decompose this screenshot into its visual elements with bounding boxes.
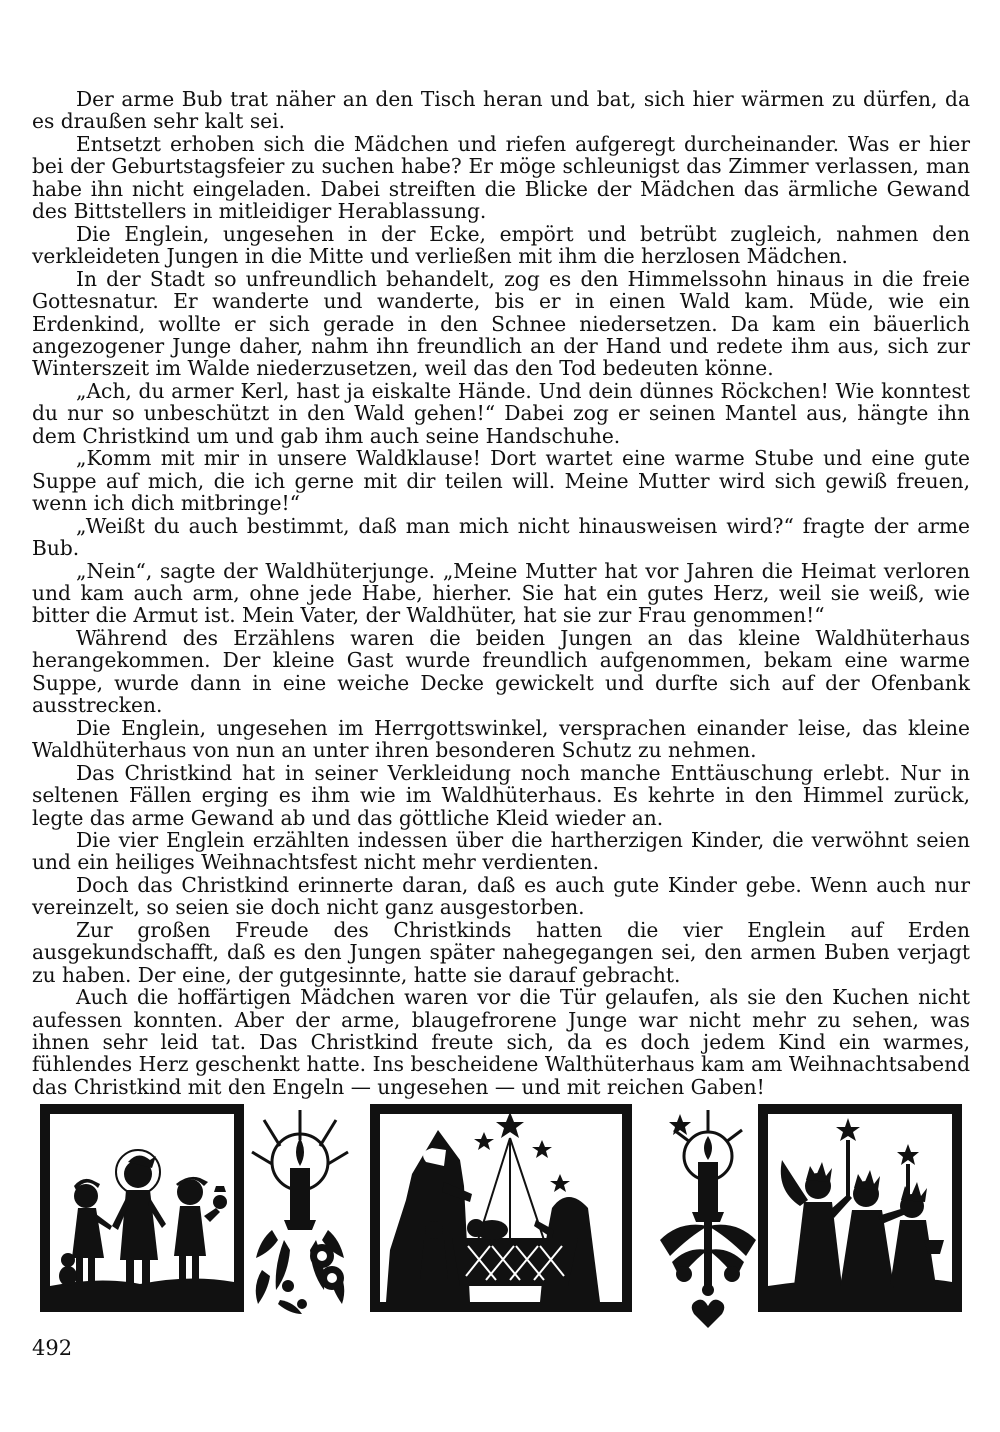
paragraph: Zur großen Freude des Christkinds hatten die vier Englein auf Erden ausgekundschafft, daß es den Jungen später nahegegangen sei, den armen Buben verjagt zu haben. Der eine, der gutgesinnte, hatte sie darauf gebracht. (32, 917, 970, 987)
paragraph: Die vier Englein erzählten indessen über die hartherzigen Kinder, die verwöhnt seien und ein heiliges Weihnachtsfest nicht mehr verdienten. (32, 827, 970, 875)
candle-garland-ornament (252, 1110, 348, 1314)
paragraph: Das Christkind hat in seiner Verkleidung noch manche Enttäuschung erlebt. Nur in seltenen Fällen erging es ihm wie im Waldhüterhaus. Es kehrte in den Himmel zurück, legte das arme Gewand ab und das göttliche Kleid wieder an. (32, 760, 970, 830)
paragraph: „Nein“, sagte der Waldhüterjunge. „Meine Mutter hat vor Jahren die Heimat verloren und kam auch arm, ohne jede Habe, hierher. Sie hat ein gutes Herz, weil sie weiß, wie bitter die Armut ist. Mein Vater, der Waldhüter, hat sie zur Frau genommen!“ (32, 558, 970, 628)
paragraph: In der Stadt so unfreundlich behandelt, zog es den Himmelssohn hinaus in die freie Gottesnatur. Er wanderte und wanderte, bis er in einen Wald kam. Müde, wie ein Erdenkind, wollte er sich gerade in den Schnee niedersetzen. Da kam ein bäuerlich angezogener Junge daher, nahm ihn freundlich an der Hand und redete ihm aus, sich zur Winterszeit im Walde niederzusetzen, weil das den Tod bedeuten könne. (32, 266, 970, 381)
paragraph: Während des Erzählens waren die beiden Jungen an das kleine Waldhüterhaus herangekommen. Der kleine Gast wurde freundlich aufgenommen, bekam eine warme Suppe, wurde dann in eine weiche Decke gewickelt und durfte sich auf der Ofenbank ausstrecken. (32, 625, 970, 718)
paragraph: Die Englein, ungesehen im Herrgottswinkel, versprachen einander leise, das kleine Waldhüterhaus von nun an unter ihren besonderen Schutz zu nehmen. (32, 715, 970, 763)
page-number: 492 (32, 1336, 73, 1360)
silhouette-illustration (40, 1090, 962, 1340)
paragraph: Der arme Bub trat näher an den Tisch heran und bat, sich hier wärmen zu dürfen, da es draußen sehr kalt sei. (32, 87, 970, 134)
nativity-silhouette-panel (370, 1104, 632, 1312)
story-text (32, 88, 970, 1098)
candle-wreath-ornament (660, 1110, 756, 1328)
angels-silhouette-panel (758, 1104, 962, 1312)
paragraph: Doch das Christkind erinnerte daran, daß es auch gute Kinder gebe. Wenn auch nur vereinzelt, so seien sie doch nicht ganz ausgestorben. (32, 872, 970, 920)
paragraph: Auch die hoffärtigen Mädchen waren vor die Tür gelaufen, als sie den Kuchen nicht aufessen konnten. Aber der arme, blaugefrorene Junge war nicht mehr zu sehen, was ihnen sehr leid tat. Das Christkind freute sich, da es doch jedem Kind ein warmes, fühlendes Herz geschenkt hatte. Ins bescheidene Walthüterhaus kam am Weihnachtsabend das Christkind mit den Engeln — ungesehen — und mit reichen Gaben! (32, 985, 970, 1099)
children-silhouette-panel (40, 1104, 244, 1312)
paragraph: „Komm mit mir in unsere Waldklause! Dort wartet eine warme Stube und eine gute Suppe auf mich, die ich gerne mit dir teilen will. Meine Mutter wird sich gewiß freuen, wenn ich dich mitbringe!“ (32, 446, 970, 516)
silhouette-illustration-strip (40, 1090, 962, 1340)
paragraph: „Ach, du armer Kerl, hast ja eiskalte Hände. Und dein dünnes Röckchen! Wie konntest du nur so unbeschützt in den Wald gehen!“ Dabei zog er seinen Mantel aus, hängte ihn dem Christkind um und gab ihm auch seine Handschuhe. (32, 378, 970, 448)
paragraph: „Weißt du auch bestimmt, daß man mich nicht hinausweisen wird?“ fragte der arme Bub. (32, 513, 970, 561)
paragraph: Entsetzt erhoben sich die Mädchen und riefen aufgeregt durcheinander. Was er hier bei der Geburtstagsfeier zu suchen habe? Er möge schleunigst das Zimmer verlassen, man habe ihn nicht eingeladen. Dabei streiften die Blicke der Mädchen das ärmliche Gewand des Bittstellers in mitleidiger Herablassung. (32, 131, 970, 224)
paragraph: Die Englein, ungesehen in der Ecke, empört und betrübt zugleich, nahmen den verkleideten Jungen in die Mitte und verließen mit ihm die herzlosen Mädchen. (32, 221, 970, 269)
